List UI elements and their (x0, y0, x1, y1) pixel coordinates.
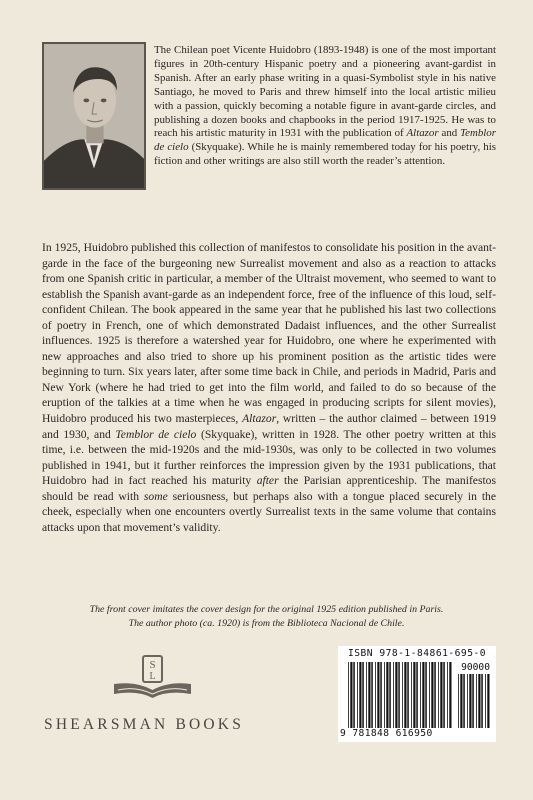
author-portrait-icon (44, 44, 144, 188)
title-altazor: Altazor (406, 127, 439, 140)
price-code: 90000 (461, 662, 490, 673)
ean-barcode-bars (348, 662, 452, 728)
svg-text:L: L (149, 671, 156, 682)
open-book-emblem-icon (110, 654, 195, 704)
book-description: In 1925, Huidobro published this collection of manifestos to consolidate his position in the avant-garde in the face of the burgeoning new Surrealist movement and also as a reaction to attacks from one Spanish critic in particular, a member of the Ultraist movement, who seemed to want to establish the Spanish avant-garde as an independent force, free of the influence of this loud, self-confident Chilean. The book appeared in the same year that he published his last two collections of poetry in French, one of which demonstrated Dadaist influences, and the other Surrealist influences. 1925 is therefore a watershed year for Huidobro, one where he experimented with new approaches and also tried to shore up his prominent position as the artistic tides were beginning to turn. Six years later, after some time back in Chile, and periods in Madrid, Paris and New York (where he had tried to get into the film world, and failed to do so because of the eruption of the talkies at a time when he was engaged in producing scripts for silent movies), Huidobro produced his two masterpieces, Altazor, written – the author claimed – between 1919 and 1930, and Temblor de cielo (Skyquake), written in 1928. The other poetry written at this time, i.e. between the mid-1920s and the mid-1930s, was only to be collected in two volumes published in 1941, but it further reinforces the impression given by the 1931 publications, that Huidobro had in fact reached his maturity after the Parisian apprenticeship. The manifestos should be read with some seriousness, but perhaps also with a tongue placed securely in the cheek, especially when one encounters overtly Surrealist texts in the same volume that contains attacks upon that movement’s validity. (42, 241, 497, 534)
title-altazor: Altazor (242, 412, 277, 426)
author-photo (42, 42, 146, 190)
cover-notes (20, 603, 513, 631)
publisher-name: SHEARSMAN BOOKS (44, 716, 245, 733)
author-bio: The Chilean poet Vicente Huidobro (1893-1948) is one of the most important figures in 20th-century Hispanic poetry and a pioneering avant-gardist in Spanish. After an early phase writing in a quasi-Symbolist style in his native Santiago, he moved to Paris and threw himself into the local artistic milieu with a passion, quickly becoming a notable figure in avant-garde circles, and publishing a dozen books and chapbooks in the period 1917-1925. He was to reach his artistic maturity in 1931 with the publication of Altazor and Temblor de cielo (Skyquake). While he is mainly remembered today for his poetry, his fiction and other writings are also still worth the reader’s attention. (154, 44, 496, 168)
svg-text:S: S (149, 659, 156, 671)
title-temblor: Temblor de cielo (154, 127, 496, 154)
cover-note: The front cover imitates the cover design for the original 1925 edition published in Paris. (89, 604, 444, 615)
ean-digits: 9 781848 616950 (340, 728, 433, 739)
isbn-barcode (338, 646, 496, 742)
isbn-number: ISBN 978-1-84861-695-0 (347, 648, 487, 659)
title-temblor: Temblor de cielo (115, 427, 197, 441)
addon-barcode-bars (458, 674, 490, 728)
photo-credit: The author photo (ca. 1920) is from the Biblioteca Nacional de Chile. (128, 618, 405, 629)
